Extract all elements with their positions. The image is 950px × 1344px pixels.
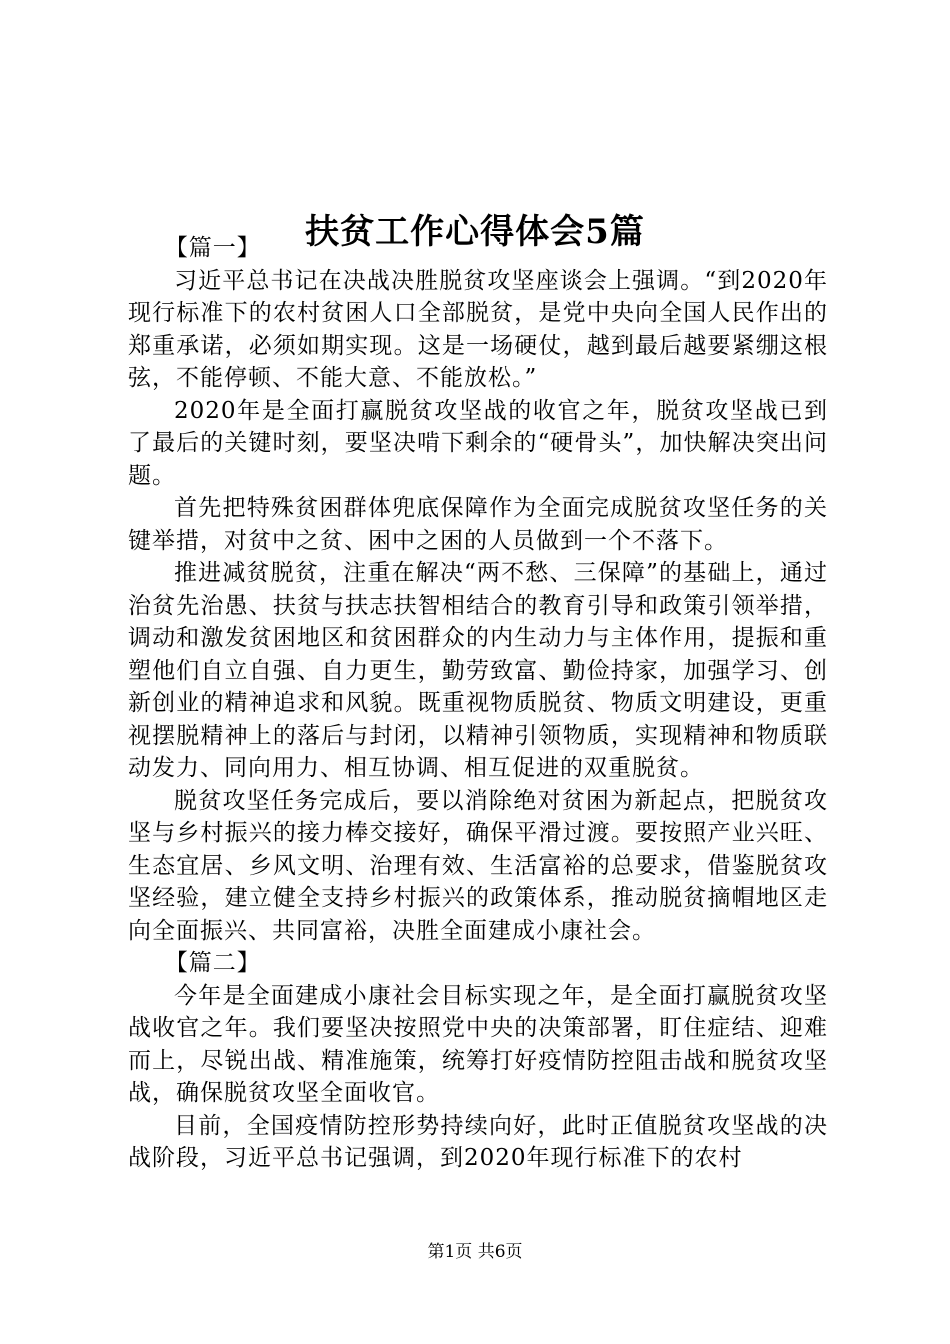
section-heading: 【篇一】	[164, 235, 261, 261]
body-paragraph: 2020年是全面打赢脱贫攻坚战的收官之年，脱贫攻坚战已到了最后的关键时刻，要坚决啃下剩余的“硬骨头”，加快解决突出问题。	[128, 397, 828, 489]
body-paragraph: 目前，全国疫情防控形势持续向好，此时正值脱贫攻坚战的决战阶段，习近平总书记强调，到2020年现行标准下的农村	[128, 1112, 828, 1171]
body-paragraph: 今年是全面建成小康社会目标实现之年，是全面打赢脱贫攻坚战收官之年。我们要坚决按照党中央的决策部署，盯住症结、迎难而上，尽锐出战、精准施策，统筹打好疫情防控阻击战和脱贫攻坚战，确保脱贫攻坚全面收官。	[128, 982, 828, 1106]
section-heading: 【篇二】	[164, 950, 261, 976]
body-paragraph: 习近平总书记在决战决胜脱贫攻坚座谈会上强调。“到2020年现行标准下的农村贫困人口全部脱贫，是党中央向全国人民作出的郑重承诺，必须如期实现。这是一场硬仗，越到最后越要紧绷这根弦，不能停顿、不能大意、不能放松。”	[128, 267, 828, 391]
body-paragraph: 首先把特殊贫困群体兜底保障作为全面完成脱贫攻坚任务的关键举措，对贫中之贫、困中之困的人员做到一个不落下。	[128, 495, 828, 554]
document-body	[128, 232, 828, 1175]
page-title: 扶贫工作心得体会5篇	[305, 211, 645, 252]
body-paragraph: 推进减贫脱贫，注重在解决“两不愁、三保障”的基础上，通过治贫先治愚、扶贫与扶志扶智相结合的教育引导和政策引领举措，调动和激发贫困地区和贫困群众的内生动力与主体作用，提振和重塑他们自立自强、自力更生，勤劳致富、勤俭持家，加强学习、创新创业的精神追求和风貌。既重视物质脱贫、物质文明建设，更重视摆脱精神上的落后与封闭，以精神引领物质，实现精神和物质联动发力、同向用力、相互协调、相互促进的双重脱贫。	[128, 560, 828, 781]
body-paragraph: 脱贫攻坚任务完成后，要以消除绝对贫困为新起点，把脱贫攻坚与乡村振兴的接力棒交接好，确保平滑过渡。要按照产业兴旺、生态宜居、乡风文明、治理有效、生活富裕的总要求，借鉴脱贫攻坚经验，建立健全支持乡村振兴的政策体系，推动脱贫摘帽地区走向全面振兴、共同富裕，决胜全面建成小康社会。	[128, 787, 828, 944]
page-number: 第1页 共6页	[427, 1242, 523, 1262]
